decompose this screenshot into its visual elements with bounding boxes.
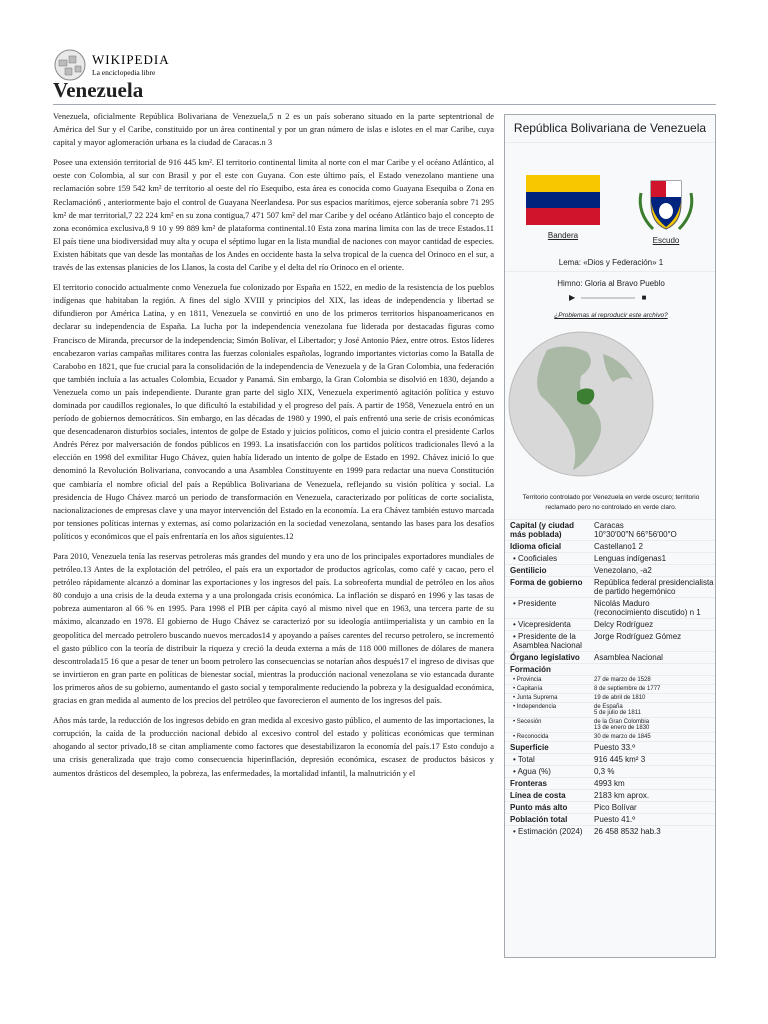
- infobox-row-value[interactable]: Castellano1 2: [594, 542, 643, 551]
- infobox-row-label[interactable]: Forma de gobierno: [510, 578, 583, 587]
- infobox-row: [505, 651, 716, 663]
- infobox-row-label[interactable]: Línea de costa: [510, 791, 566, 800]
- play-icon[interactable]: ▶: [569, 293, 576, 302]
- infobox-row: [505, 717, 716, 732]
- flag-stripe: [526, 192, 600, 209]
- infobox-row: [505, 765, 716, 777]
- paragraph-geography: Posee una extensión territorial de 916 445 km². El territorio continental limita al norte con el mar Caribe y el océano Atlántico, al oeste con Colombia, al sur con Brasil y por el este con Guyana. Con este último país, el Estado venezolano mantiene una reclamación sobre 159 542 km² de territorio al oeste del río Esequibo, esta área es conocida como Guayana Esequiba o Zona en Reclamación6 , anteriormente bajo el control de Guayana Neerlandesa. Por sus espacios marítimos, ejerce soberanía sobre 71 295 km² de mar territorial,7 22 224 km² en su zona contigua,7 471 507 km² del mar Caribe y del océano Atlántico bajo el concepto de zona económica exclusiva,8 9 10 y 99 889 km² de plataforma continental.10 Esta zona marina limita con las de trece Estados.11 El país tiene una biodiversidad muy alta y ocupa el séptimo lugar en la lista mundial de naciones con mayor cantidad de especies. Existen hábitats que van desde las montañas de los Andes en occidente hasta la selva tropical de la cuenca del Orinoco en el sur, a través de las extensas planicies de los Llanos, la costa del Caribe y el delta del río Orinoco en el oriente.: [53, 157, 494, 273]
- infobox-row-label[interactable]: • Reconocida: [513, 734, 549, 740]
- infobox-row-value[interactable]: Pico Bolívar: [594, 803, 637, 812]
- page-title: Venezuela: [53, 78, 144, 102]
- infobox-row-label[interactable]: • Capitanía: [513, 686, 543, 692]
- infobox-row-label[interactable]: Capital (y ciudad más poblada): [510, 521, 575, 539]
- infobox-row-label[interactable]: Punto más alto: [510, 803, 568, 812]
- infobox-row-value[interactable]: 2183 km aprox.: [594, 791, 650, 800]
- infobox-row: [505, 789, 716, 801]
- infobox-row-value[interactable]: República federal presidencialista de partido hegemónico: [594, 578, 714, 596]
- location-globe-map[interactable]: [507, 330, 655, 478]
- infobox-row-value[interactable]: 30 de marzo de 1845: [594, 734, 651, 740]
- infobox-row-label[interactable]: • Presidente: [513, 599, 557, 608]
- infobox-row-value[interactable]: Asamblea Nacional: [594, 653, 663, 662]
- infobox-row: [505, 552, 716, 564]
- paragraph-crisis: Años más tarde, la reducción de los ingresos debido en gran medida al excesivo gasto público, el aumento de las importaciones, la corrupción, la caída de la producción nacional debido al excesivo control del estado y políticas económicas que terminan ahogando al sector privado,18 se citan ampliamente como factores que desestabilizaron la economía del país.17 Esto condujo a una crisis generalizada que trajo como consecuencia hiperinflación, depresión económica, escasez de productos básicos y aumentos drásticos del desempleo, la pobreza, las enfermedades, la mortalidad infantil, la malnutrición y el: [53, 715, 494, 778]
- infobox-row-label[interactable]: • Provincia: [513, 677, 542, 683]
- infobox-row: [505, 741, 716, 753]
- infobox-row-label[interactable]: • Secesión: [513, 719, 542, 725]
- infobox-row: [505, 630, 716, 651]
- wikipedia-wordmark[interactable]: WIKIPEDIA: [92, 52, 170, 67]
- infobox-row: [505, 564, 716, 576]
- title-divider: [53, 104, 716, 105]
- infobox-row-value[interactable]: Caracas 10°30′00″N 66°56′00″O: [594, 521, 677, 539]
- audio-progress-track[interactable]: [581, 297, 635, 299]
- infobox-row-value[interactable]: 4993 km: [594, 779, 625, 788]
- wikipedia-tagline: La enciclopedia libre: [92, 68, 156, 77]
- infobox-row-label[interactable]: • Vicepresidenta: [513, 620, 571, 629]
- infobox-row-value[interactable]: 19 de abril de 1810: [594, 695, 646, 701]
- infobox-row-label[interactable]: • Presidente de la Asamblea Nacional: [513, 632, 582, 650]
- infobox-row-value[interactable]: de España 5 de julio de 1811: [594, 704, 641, 716]
- infobox-row-label[interactable]: • Independencia: [513, 704, 557, 710]
- infobox-row: [505, 825, 716, 837]
- infobox-row: [505, 576, 716, 597]
- infobox-row-value[interactable]: [592, 664, 716, 675]
- infobox-row: [505, 597, 716, 618]
- infobox-row-value[interactable]: Jorge Rodríguez Gómez: [594, 632, 682, 641]
- infobox-row-value[interactable]: Lenguas indígenas1: [594, 554, 667, 563]
- infobox-row-value[interactable]: Puesto 33.º: [594, 743, 636, 752]
- infobox-row-label[interactable]: Gentilicio: [510, 566, 547, 575]
- infobox-row-value[interactable]: 916 445 km² 3: [594, 755, 646, 764]
- infobox-row-value[interactable]: Puesto 41.º: [594, 815, 636, 824]
- infobox-row-value[interactable]: 0,3 %: [594, 767, 615, 776]
- infobox-row-label[interactable]: • Total: [513, 755, 535, 764]
- infobox-row-label[interactable]: Idioma oficial: [510, 542, 562, 551]
- paragraph-history: El territorio conocido actualmente como Venezuela fue colonizado por España en 1522, en medio de la resistencia de los pueblos indígenas que habitaban la región. A fines del siglo XVIII y principios del XIX, las ideas de independencia y libertad se difundieron por América Latina, y en 1811, Venezuela se convirtió en uno de los primeros territorios hispanoamericanos en declarar su independencia de España. La lucha por la independencia venezolana fue liderada por destacadas figuras como Francisco de Miranda, precursor de la independencia; Simón Bolívar, el Libertador; y José Antonio Páez, entre otros. Estos líderes encabezaron varias campañas militares contra las fuerzas coloniales españolas, logrando importantes victorias como la Batalla de Carabobo en 1821, que fue crucial para la consolidación de la independencia de Venezuela y de la Gran Colombia, una federación que también incluía a las actuales Colombia, Ecuador y Panamá. Sin embargo, la Gran Colombia se disolvió en 1830, dejando a Venezuela como un país independiente. Durante gran parte del siglo XIX, Venezuela experimentó agitación política y estuvo dominada por caudillos regionales, lo que dificultó la estabilidad y el progreso del país. A partir de 1958, Venezuela entró en un período de gobiernos democráticos. Sin embargo, en las décadas de 1980 y 1990, el país enfrentó una serie de crisis económicas que desencadenaron disturbios sociales, intentos de golpe de Estado y juicios políticos, como el juicio contra el presidente Carlos Andrés Pérez por malversación de fondos públicos en 1993. La insatisfacción con los partidos políticos tradicionales llevó a la elección en 1998 del exmilitar Hugo Chávez, quien había liderado un intento de golpe de Estado en 1992. Chávez inició lo que denominó la Revolución Bolivariana, convocando a una Asamblea Constituyente en 1999 para redactar una nueva Constitución que cambiaría el nombre oficial del país a República Bolivariana de Venezuela, reflejando su visión política y social. La presidencia de Hugo Chávez marcó un periodo de transformación en Venezuela, caracterizado por políticas de corte socialista, nacionalizaciones de empresas clave y una mayor intervención del Estado en la economía. La era Chávez también estuvo marcada por tensiones políticas internas y externas, así como polarización en la sociedad venezolana, sentando las bases para los desafíos políticos y económicos que el país enfrentaría en los años siguientes.12: [53, 282, 494, 541]
- anthem[interactable]: Himno: Gloria al Bravo Pueblo: [557, 279, 665, 288]
- flag-caption[interactable]: Bandera: [547, 231, 579, 240]
- map-caption: Territorio controlado por Venezuela en verde oscuro; territorio reclamado pero no controlado en verde claro.: [522, 494, 700, 511]
- flag-stripe: [526, 175, 600, 192]
- infobox-row: [505, 753, 716, 765]
- infobox-row: [505, 693, 716, 702]
- wikipedia-globe-icon[interactable]: [53, 48, 89, 82]
- infobox-row-value[interactable]: 8 de septiembre de 1777: [594, 686, 661, 692]
- infobox-row-label[interactable]: • Agua (%): [513, 767, 551, 776]
- audio-player[interactable]: [569, 293, 653, 305]
- infobox-row-label[interactable]: Fronteras: [510, 779, 547, 788]
- motto: Lema: «Dios y Federación» 1: [505, 258, 716, 272]
- flag-stripe: [526, 208, 600, 225]
- coat-of-arms-image[interactable]: [635, 173, 697, 235]
- infobox-row-label[interactable]: Superficie: [510, 743, 549, 752]
- infobox-row: [505, 813, 716, 825]
- infobox-row-value[interactable]: de la Gran Colombia 13 de enero de 1830: [594, 719, 650, 731]
- infobox-row-value[interactable]: 26 458 8532 hab.3: [594, 827, 661, 836]
- infobox-row-value[interactable]: Venezolano, -a2: [594, 566, 652, 575]
- article-body: [53, 110, 494, 787]
- infobox-row: [505, 519, 716, 540]
- infobox-row-label[interactable]: • Junta Suprema: [513, 695, 558, 701]
- infobox-row-label[interactable]: • Cooficiales: [513, 554, 558, 563]
- paragraph-economy: Para 2010, Venezuela tenía las reservas petroleras más grandes del mundo y era uno de los principales exportadores mundiales de petróleo.13 Antes de la explotación del petróleo, el país era un exportador de productos agrícolas, como café y cacao, pero el petróleo rápidamente alcanzó a dominar las exportaciones y los ingresos del país. La sobreoferta mundial de petróleo en los años 80 condujo a una crisis de la deuda externa y a una prolongada crisis económica. La inflación se disparó en 1996 y las tasas de pobreza aumentaron al 66 % en 1995. Para 1998 el PIB per cápita cayó al mismo nivel que en 1963, una tercera parte de su máximo, alcanzado en 1978. El gobierno de Hugo Chávez se caracterizó por su ideología antiimperialista y un cambio en la geopolítica del mercado petrolero buscando nuevos mercados14 y apoyando a países carentes del recurso petrolero, se incrementó el gasto público con la teoría de distribuir la riqueza y creció la deuda externa a más de 118 000 millones de dólares de manera descontrolada15 16 que a pesar de tener un boom petrolero las consecuencias se notarían años después17 el ingreso de divisas que se invirtieron en gran parte en políticas de bienestar social, mientras la producción nacional venezolana se vio estancada durante los primeros años de su gobierno, aumentando el gasto social y temporalmente reduciendo la pobreza y la desigualdad económica, gracias en gran medida al aumento de los precios del petróleo que favorecieron el aumento de los ingresos del país.: [53, 551, 494, 706]
- infobox: [504, 114, 716, 958]
- infobox-title: República Bolivariana de Venezuela: [505, 115, 715, 143]
- infobox-row-label[interactable]: Población total: [510, 815, 568, 824]
- infobox-row-label[interactable]: Formación: [510, 665, 551, 674]
- infobox-row-label[interactable]: • Estimación (2024): [513, 827, 583, 836]
- infobox-row-value[interactable]: Delcy Rodríguez: [594, 620, 654, 629]
- infobox-row: [505, 801, 716, 813]
- volume-icon[interactable]: ■: [641, 293, 647, 302]
- infobox-row: [505, 684, 716, 693]
- infobox-row: [505, 702, 716, 717]
- infobox-facts: [505, 519, 716, 837]
- paragraph-intro: Venezuela, oficialmente República Bolivariana de Venezuela,5 n 2 es un país soberano situado en la parte septentrional de América del Sur y el Caribe, constituido por un área continental y por un gran número de islas e islotes en el mar Caribe, cuya capital y mayor aglomeración urbana es la ciudad de Caracas.n 3: [53, 111, 494, 148]
- infobox-row: [505, 732, 716, 741]
- coat-of-arms-caption[interactable]: Escudo: [652, 236, 680, 245]
- infobox-row: [505, 675, 716, 684]
- infobox-row-label[interactable]: Órgano legislativo: [510, 653, 580, 662]
- audio-problems-link[interactable]: ¿Problemas al reproducir este archivo?: [554, 312, 668, 319]
- infobox-row: [505, 663, 716, 675]
- infobox-row-value[interactable]: 27 de marzo de 1528: [594, 677, 651, 683]
- infobox-row: [505, 618, 716, 630]
- infobox-row: [505, 777, 716, 789]
- infobox-row-value[interactable]: Nicolás Maduro (reconocimiento discutido) n 1: [594, 599, 701, 617]
- infobox-row: [505, 540, 716, 552]
- flag-image[interactable]: [526, 175, 600, 225]
